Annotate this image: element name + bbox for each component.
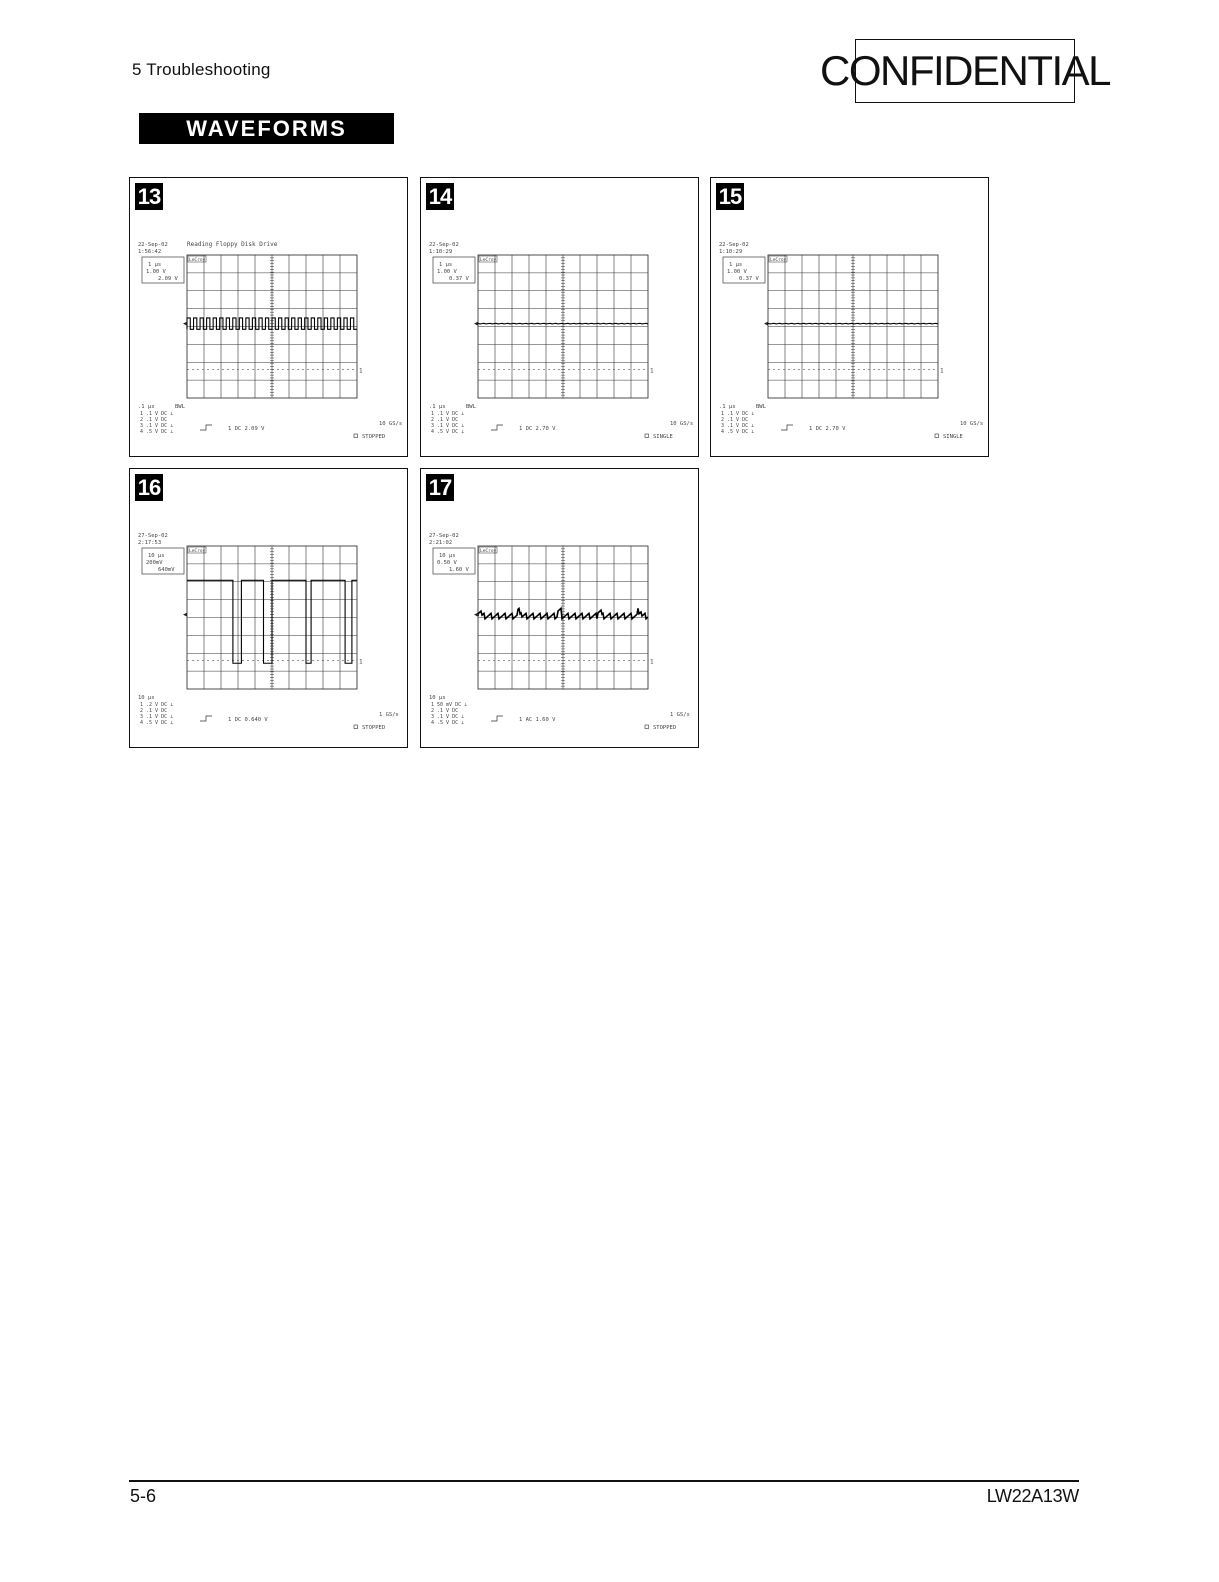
scope-date: 27-Sep-02 [429, 533, 459, 539]
scope-trigger: 1 DC 2.70 V [809, 426, 846, 432]
confidential-stamp: CONFIDENTIAL [855, 39, 1075, 103]
readout-timebase: 1 µs [729, 262, 743, 268]
scope-mode: BWL [756, 404, 766, 410]
trigger-marker [474, 322, 478, 326]
scope-date: 22-Sep-02 [719, 242, 749, 248]
scope-date: 22-Sep-02 [429, 242, 459, 248]
scope-time: 2:17:53 [138, 540, 162, 546]
scope-timebase: .1 µs [719, 404, 736, 410]
waveform-panel-15 [710, 177, 989, 457]
scope-rate: 10 GS/s [960, 421, 984, 427]
scope-status: STOPPED [362, 725, 386, 731]
scope-channel-setting: 2 .1 V DC [140, 417, 168, 423]
readout-level: 2.09 V [158, 276, 178, 282]
scope-timebase: .1 µs [429, 404, 446, 410]
lecroy-label: LeCroy [480, 549, 497, 554]
scope-channel-setting: 3 .1 V DC ⊥ [140, 714, 174, 720]
readout-timebase: 1 µs [439, 262, 453, 268]
scope-channel-setting: 4 .5 V DC ⊥ [140, 720, 174, 726]
scope-channel-setting: 4 .5 V DC ⊥ [140, 429, 174, 435]
oscilloscope-screen [421, 469, 700, 749]
scope-status: STOPPED [362, 434, 386, 440]
scope-mode: BWL [175, 404, 185, 410]
scope-mode: BWL [466, 404, 476, 410]
channel-marker: 1 [940, 367, 944, 375]
readout-timebase: 1 µs [148, 262, 162, 268]
scope-status: SINGLE [653, 434, 673, 440]
panel-number: 16 [135, 474, 163, 501]
model-number: LW22A13W [986, 1486, 1079, 1506]
waveform-trace [768, 323, 938, 324]
oscilloscope-screen [130, 178, 409, 458]
status-square-icon [354, 725, 358, 729]
scope-channel-setting: 4 .5 V DC ⊥ [431, 429, 465, 435]
lecroy-label: LeCroy [189, 549, 206, 554]
status-square-icon [354, 434, 358, 438]
lecroy-label: LeCroy [480, 258, 497, 263]
waveform-panel-14 [420, 177, 699, 457]
oscilloscope-screen [711, 178, 990, 458]
trigger-edge-icon [781, 425, 793, 430]
waveforms-banner: WAVEFORMS [139, 113, 394, 144]
trigger-edge-icon [491, 716, 503, 721]
scope-trigger: 1 AC 1.60 V [519, 717, 556, 723]
scope-channel-setting: 1 .1 V DC ⊥ [140, 411, 174, 417]
trigger-edge-icon [200, 425, 212, 430]
channel-marker: 1 [359, 367, 363, 375]
readout-timebase: 10 µs [439, 553, 456, 559]
scope-time: 1:10:29 [429, 249, 453, 255]
scope-trigger: 1 DC 0.640 V [228, 717, 268, 723]
readout-volts: 200mV [146, 560, 163, 566]
trigger-marker [183, 613, 187, 617]
scope-timebase: 10 µs [138, 695, 155, 701]
page-number: 5-6 [130, 1486, 157, 1506]
scope-trigger: 1 DC 2.70 V [519, 426, 556, 432]
waveform-panel-16 [129, 468, 408, 748]
panel-number: 17 [426, 474, 454, 501]
scope-channel-setting: 1 .1 V DC ⊥ [721, 411, 755, 417]
panel-number: 15 [716, 183, 744, 210]
panel-number: 13 [135, 183, 163, 210]
scope-channel-setting: 3 .1 V DC ⊥ [431, 423, 465, 429]
readout-volts: 1.00 V [727, 269, 747, 275]
waveform-panel-17 [420, 468, 699, 748]
scope-channel-setting: 4 .5 V DC ⊥ [431, 720, 465, 726]
scope-channel-setting: 4 .5 V DC ⊥ [721, 429, 755, 435]
scope-channel-setting: 2 .1 V DC [140, 708, 168, 714]
readout-level: 0.37 V [739, 276, 759, 282]
footer-divider [129, 1480, 1079, 1482]
readout-level: 0.37 V [449, 276, 469, 282]
scope-status: STOPPED [653, 725, 677, 731]
oscilloscope-screen [130, 469, 409, 749]
scope-time: 2:21:02 [429, 540, 453, 546]
scope-channel-setting: 2 .1 V DC [431, 417, 459, 423]
status-square-icon [645, 725, 649, 729]
scope-timebase: 10 µs [429, 695, 446, 701]
trigger-marker [764, 322, 768, 326]
oscilloscope-screen [421, 178, 700, 458]
scope-timebase: .1 µs [138, 404, 155, 410]
readout-level: 640mV [158, 567, 175, 573]
scope-rate: 10 GS/s [670, 421, 694, 427]
scope-channel-setting: 1 50 mV DC ⊥ [431, 702, 468, 708]
scope-title: Reading Floppy Disk Drive [187, 241, 278, 248]
scope-status: SINGLE [943, 434, 963, 440]
scope-channel-setting: 3 .1 V DC ⊥ [140, 423, 174, 429]
scope-rate: 1 GS/s [670, 712, 690, 718]
readout-volts: 1.00 V [146, 269, 166, 275]
readout-level: 1.60 V [449, 567, 469, 573]
scope-channel-setting: 2 .1 V DC [721, 417, 749, 423]
channel-marker: 1 [650, 658, 654, 666]
status-square-icon [645, 434, 649, 438]
trigger-edge-icon [200, 716, 212, 721]
channel-marker: 1 [650, 367, 654, 375]
section-header: 5 Troubleshooting [132, 60, 271, 79]
channel-marker: 1 [359, 658, 363, 666]
trigger-marker [183, 322, 187, 326]
status-square-icon [935, 434, 939, 438]
scope-time: 1:10:29 [719, 249, 743, 255]
scope-time: 1:56:42 [138, 249, 162, 255]
scope-rate: 10 GS/s [379, 421, 403, 427]
trigger-marker [474, 613, 478, 617]
scope-date: 22-Sep-02 [138, 242, 168, 248]
scope-trigger: 1 DC 2.09 V [228, 426, 265, 432]
scope-channel-setting: 2 .1 V DC [431, 708, 459, 714]
scope-channel-setting: 1 .1 V DC ⊥ [431, 411, 465, 417]
panel-number: 14 [426, 183, 454, 210]
scope-channel-setting: 3 .1 V DC ⊥ [431, 714, 465, 720]
waveform-panel-13 [129, 177, 408, 457]
trigger-edge-icon [491, 425, 503, 430]
readout-volts: 0.50 V [437, 560, 457, 566]
readout-timebase: 10 µs [148, 553, 165, 559]
lecroy-label: LeCroy [770, 258, 787, 263]
lecroy-label: LeCroy [189, 258, 206, 263]
scope-rate: 1 GS/s [379, 712, 399, 718]
scope-date: 27-Sep-02 [138, 533, 168, 539]
readout-volts: 1.00 V [437, 269, 457, 275]
waveform-trace [478, 323, 648, 324]
scope-channel-setting: 3 .1 V DC ⊥ [721, 423, 755, 429]
waveform-trace [187, 318, 357, 329]
waveform-trace [187, 580, 357, 663]
scope-channel-setting: 1 .2 V DC ⊥ [140, 702, 174, 708]
